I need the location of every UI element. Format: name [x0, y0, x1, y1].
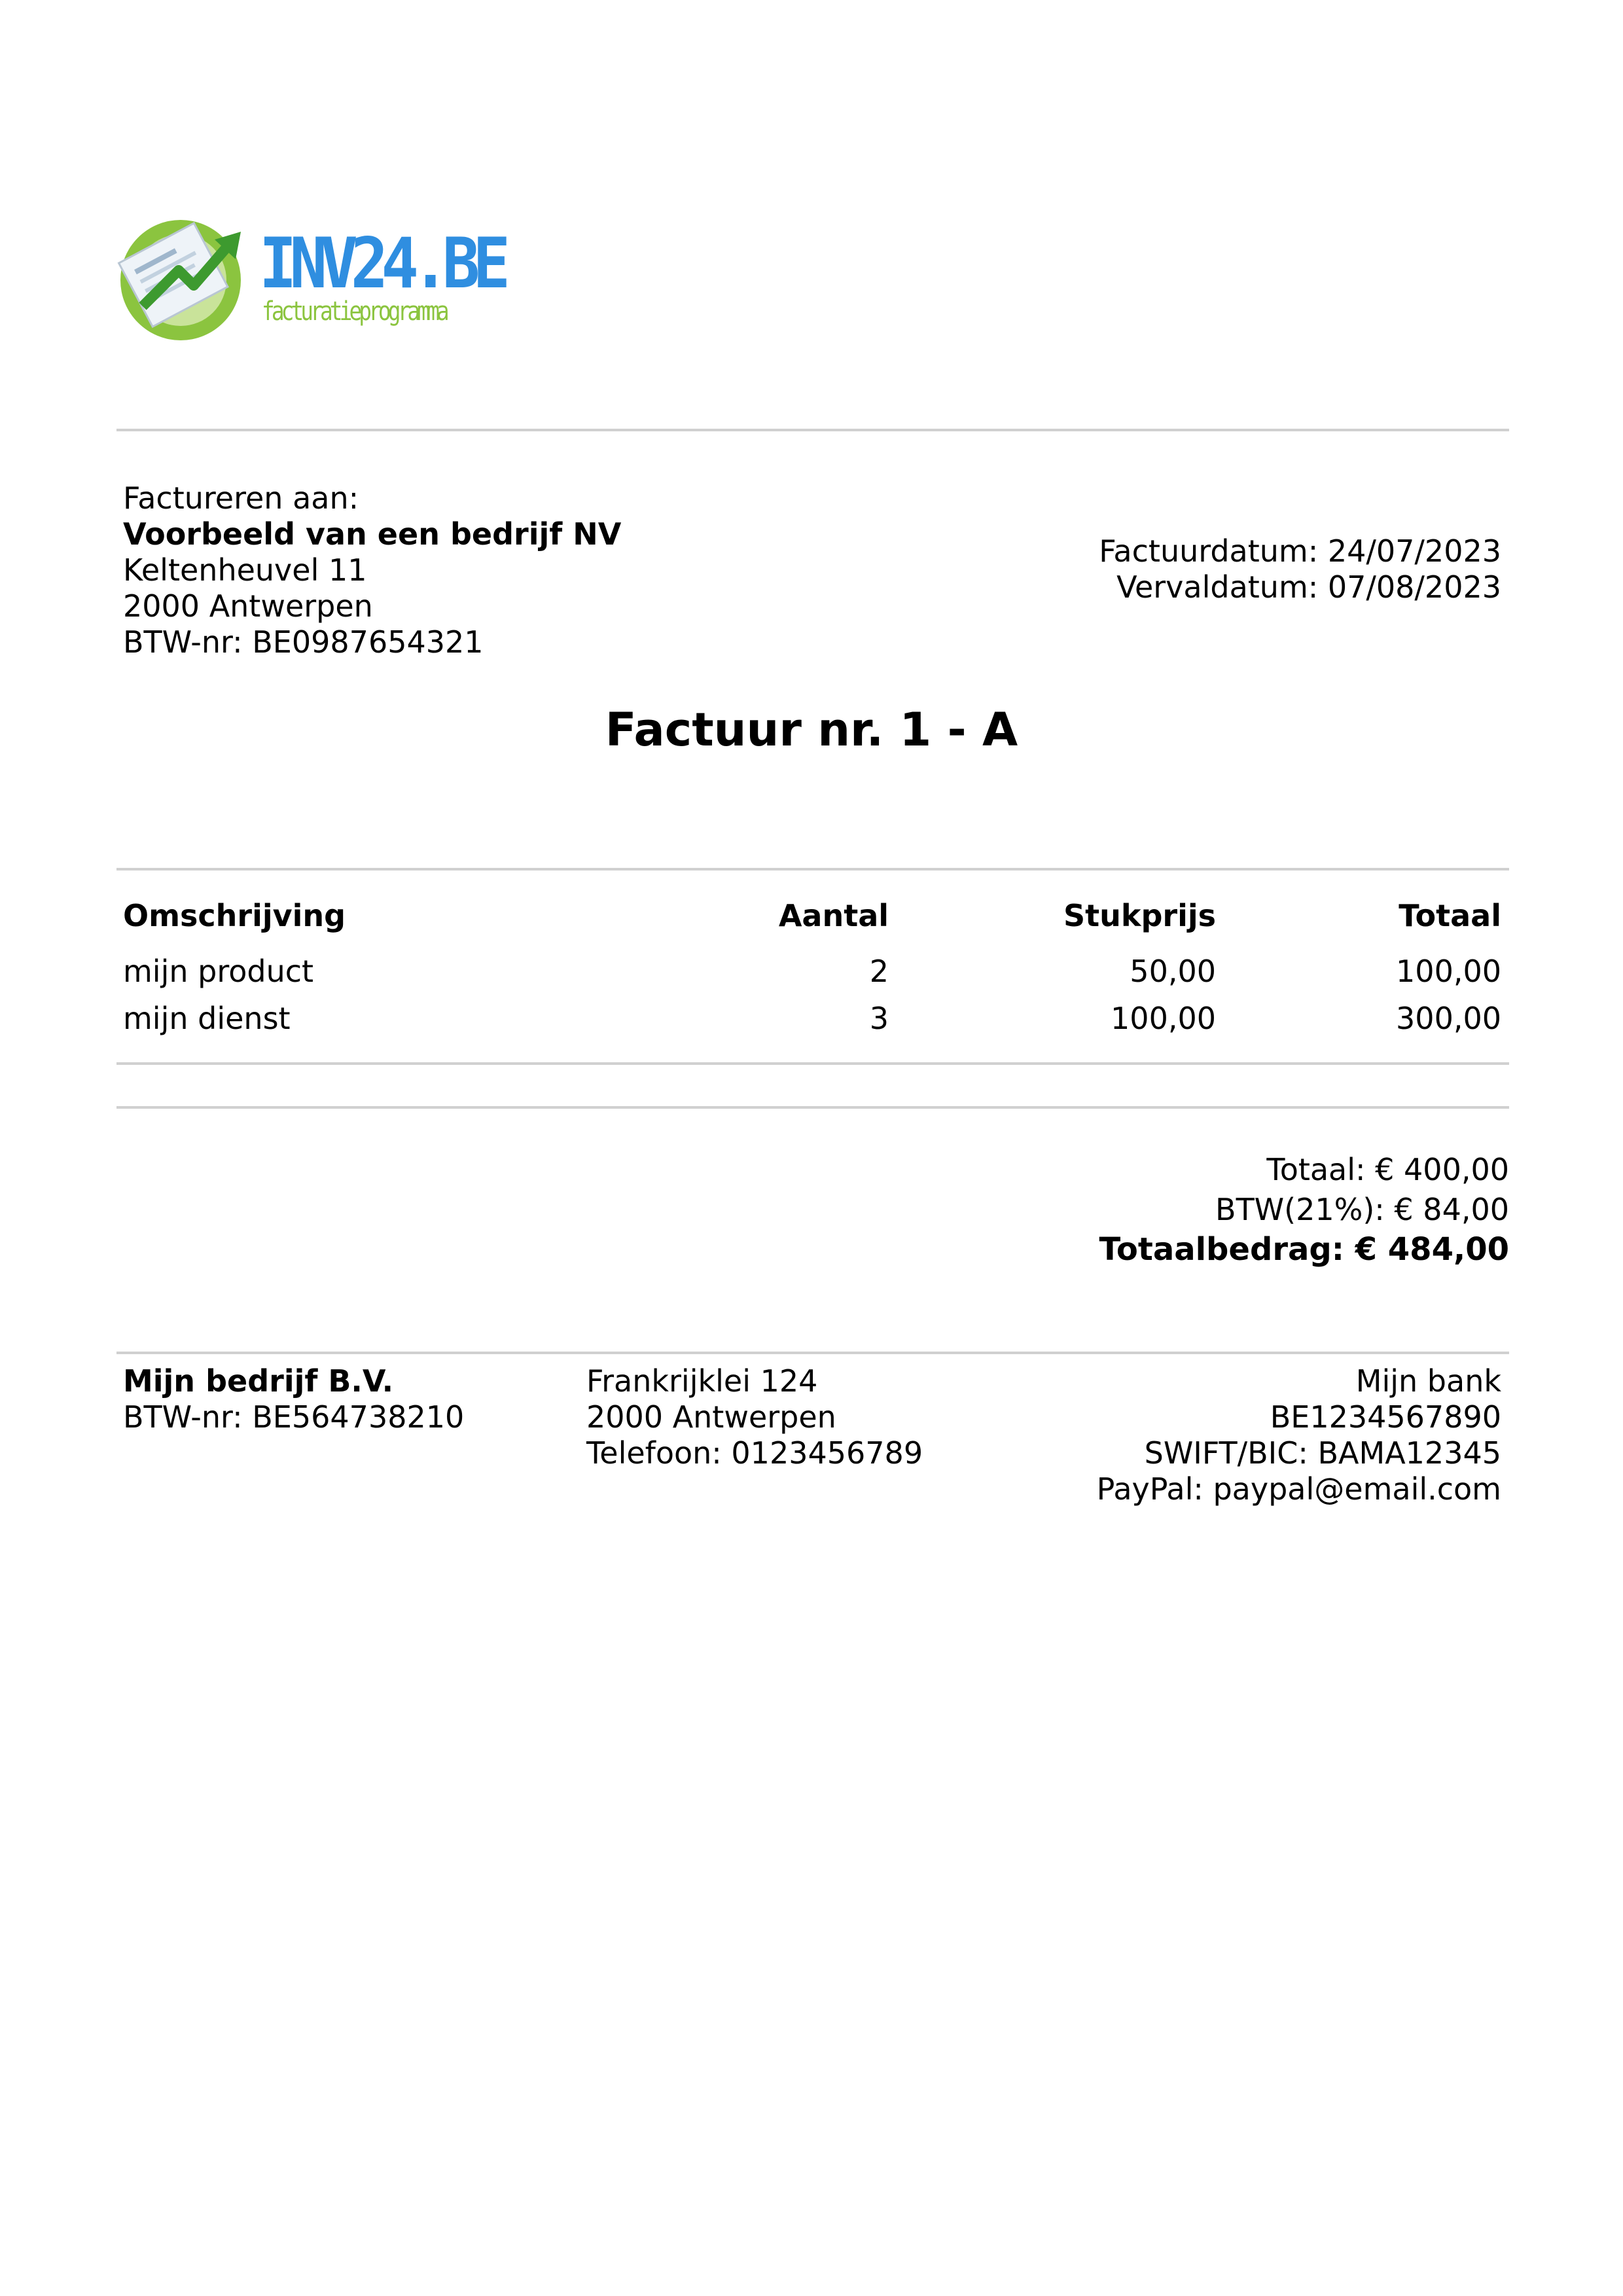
- footer-phone: Telefoon: 0123456789: [586, 1435, 923, 1471]
- due-date: Vervaldatum: 07/08/2023: [1116, 569, 1501, 605]
- invoice-dates: [912, 533, 1501, 605]
- footer-city: 2000 Antwerpen: [586, 1399, 836, 1435]
- header-description: Omschrijving: [123, 898, 346, 933]
- footer-divider: [116, 1352, 1509, 1354]
- bill-to-label: Factureren aan:: [123, 480, 359, 516]
- row-total: 300,00: [1396, 1001, 1501, 1036]
- footer-iban: BE1234567890: [1270, 1399, 1501, 1435]
- header-unit-price: Stukprijs: [1063, 898, 1216, 933]
- logo-tagline-text: facturatieprogramma: [262, 296, 446, 327]
- bill-to-city: 2000 Antwerpen: [123, 588, 373, 624]
- grand-total: Totaalbedrag: € 484,00: [1099, 1231, 1509, 1268]
- footer-company-block: [123, 1363, 464, 1435]
- row-unit-price: 100,00: [1111, 1001, 1216, 1036]
- bill-to-block: [123, 480, 621, 660]
- vat-amount: BTW(21%): € 84,00: [1215, 1192, 1509, 1227]
- header-total: Totaal: [1399, 898, 1501, 933]
- table-bottom-divider: [116, 1062, 1509, 1065]
- invoice-title: Factuur nr. 1 - A: [605, 703, 1018, 757]
- footer-bank: Mijn bank: [1355, 1363, 1501, 1399]
- footer-company: Mijn bedrijf B.V.: [123, 1363, 394, 1399]
- footer-street: Frankrijklei 124: [586, 1363, 818, 1399]
- row-description: mijn product: [123, 954, 314, 989]
- footer-bank-block: [978, 1363, 1501, 1507]
- logo-brand-text: INV24.BE: [259, 223, 504, 304]
- subtotal: Totaal: € 400,00: [1266, 1152, 1509, 1187]
- row-total: 100,00: [1396, 954, 1501, 989]
- company-logo: [116, 208, 504, 346]
- footer-vat: BTW-nr: BE564738210: [123, 1399, 465, 1435]
- bill-to-company: Voorbeeld van een bedrijf NV: [123, 516, 622, 552]
- bill-to-vat: BTW-nr: BE0987654321: [123, 624, 484, 660]
- header-divider: [116, 429, 1509, 431]
- bill-to-street: Keltenheuvel 11: [123, 552, 367, 588]
- row-quantity: 2: [869, 954, 889, 989]
- header-quantity: Aantal: [778, 898, 889, 933]
- logo-graphic-icon: [116, 208, 254, 346]
- totals-divider: [116, 1106, 1509, 1109]
- table-top-divider: [116, 868, 1509, 870]
- footer-paypal: PayPal: paypal@email.com: [1096, 1471, 1501, 1507]
- invoice-date: Factuurdatum: 24/07/2023: [1099, 533, 1501, 569]
- row-quantity: 3: [869, 1001, 889, 1036]
- footer-swift: SWIFT/BIC: BAMA12345: [1144, 1435, 1501, 1471]
- footer-address-block: [586, 1363, 923, 1471]
- row-description: mijn dienst: [123, 1001, 291, 1036]
- row-unit-price: 50,00: [1130, 954, 1216, 989]
- totals-block: [920, 1150, 1509, 1270]
